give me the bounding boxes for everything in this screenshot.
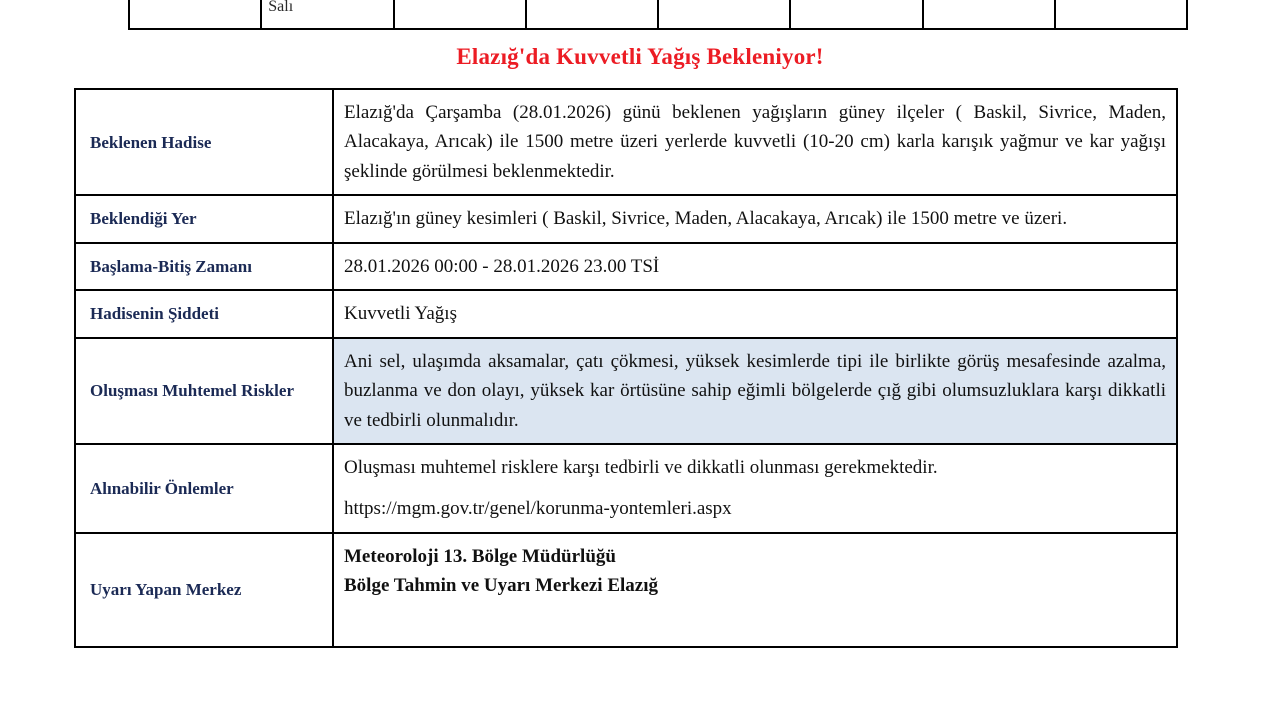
header-value-day-text: Salı (268, 0, 294, 16)
header-value-date (261, 0, 393, 29)
row-value-expected-event: Elazığ'da Çarşamba (28.01.2026) günü beklenen yağışların güney ilçeler ( Baskil, Sivrice, Maden, Alacakaya, Arıcak) ile 1500 metre üzeri yerlerde kuvvetli (10-20 cm) karla karışık yağmur ve kar yağışı şeklinde görülmesi beklenmektedir. (333, 89, 1177, 195)
row-label-expected-event: Beklenen Hadise (75, 89, 333, 195)
header-label-time (394, 0, 526, 29)
row-value-issuing-center (333, 533, 1177, 647)
precautions-text: Oluşması muhtemel risklere karşı tedbirli ve dikkatli olunması gerekmektedir. (344, 456, 938, 478)
table-row (75, 533, 1177, 647)
row-value-possible-risks: Ani sel, ulaşımda aksamalar, çatı çökmesi, yüksek kesimlerde tipi ile birlikte görüş mesafesinde azalma, buzlanma ve don olayı, yüksek kar örtüsüne sahip eğimli bölgelerde çığ gibi olumsuzluklara karşı dikkatli ve tedbirli olunmalıdır. (333, 338, 1177, 444)
page-title: Elazığ'da Kuvvetli Yağış Bekleniyor! (456, 44, 824, 69)
table-row (75, 195, 1177, 242)
issuing-center-line-1: Meteoroloji 13. Bölge Müdürlüğü (344, 545, 616, 567)
row-value-expected-location: Elazığ'ın güney kesimleri ( Baskil, Sivrice, Maden, Alacakaya, Arıcak) ile 1500 metre ve üzeri. (333, 195, 1177, 242)
row-value-precautions (333, 444, 1177, 533)
header-value-time (526, 0, 658, 29)
table-row (75, 243, 1177, 290)
row-label-precautions: Alınabilir Önlemler (75, 444, 333, 533)
table-row (75, 290, 1177, 337)
header-info-table (128, 0, 1188, 30)
header-value-warning-code (1055, 0, 1187, 29)
precautions-link[interactable]: https://mgm.gov.tr/genel/korunma-yontemleri.aspx (344, 498, 732, 520)
row-value-start-end-time: 28.01.2026 00:00 - 28.01.2026 23.00 TSİ (333, 243, 1177, 290)
row-label-event-severity: Hadisenin Şiddeti (75, 290, 333, 337)
header-label-warning-code (923, 0, 1055, 29)
table-row (75, 338, 1177, 444)
table-row (75, 89, 1177, 195)
table-row (75, 444, 1177, 533)
row-label-possible-risks: Oluşması Muhtemel Riskler (75, 338, 333, 444)
row-label-start-end-time: Başlama-Bitiş Zamanı (75, 243, 333, 290)
header-row (129, 0, 1187, 29)
row-label-issuing-center: Uyarı Yapan Merkez (75, 533, 333, 647)
header-label-warning-no (658, 0, 790, 29)
warning-details-table (74, 88, 1178, 648)
row-value-event-severity: Kuvvetli Yağış (333, 290, 1177, 337)
header-value-warning-no (790, 0, 922, 29)
issuing-center-line-2: Bölge Tahmin ve Uyarı Merkezi Elazığ (344, 575, 659, 597)
header-label-date (129, 0, 261, 29)
row-label-expected-location: Beklendiği Yer (75, 195, 333, 242)
